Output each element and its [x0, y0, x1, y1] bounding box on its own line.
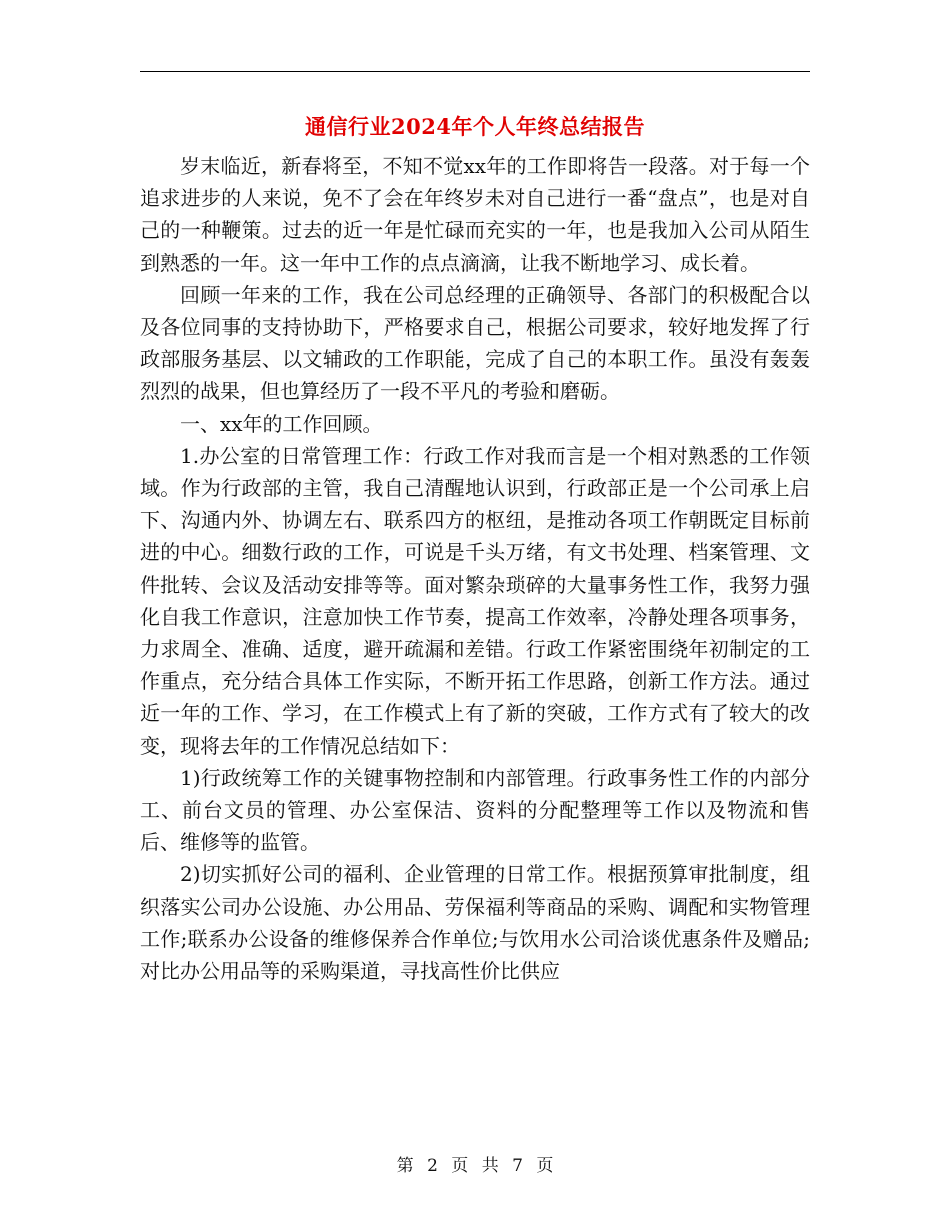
paragraph-3: 1.办公室的日常管理工作：行政工作对我而言是一个相对熟悉的工作领域。作为行政部的主管，我自己清醒地认识到，行政部正是一个公司承上启下、沟通内外、协调左右、联系四方的枢纽，是推动各项工作朝既定目标前进的中心。细数行政的工作，可说是千头万绪，有文书处理、档案管理、文件批转、会议及活动安排等等。面对繁杂琐碎的大量事务性工作，我努力强化自我工作意识，注意加快工作节奏，提高工作效率，冷静处理各项事务，力求周全、准确、适度，避开疏漏和差错。行政工作紧密围绕年初制定的工作重点，充分结合具体工作实际，不断开拓工作思路，创新工作方法。通过近一年的工作、学习，在工作模式上有了新的突破，工作方式有了较大的改变，现将去年的工作情况总结如下： [140, 443, 810, 758]
paragraph-5: 2)切实抓好公司的福利、企业管理的日常工作。根据预算审批制度，组织落实公司办公设施、办公用品、劳保福利等商品的采购、调配和实物管理工作;联系办公设备的维修保养合作单位;与饮用水公司洽谈优惠条件及赠品;对比办公用品等的采购渠道，寻找高性价比供应 [140, 862, 810, 984]
page-footer [140, 1154, 810, 1178]
document-body [140, 150, 810, 987]
footer-current-page: 2 [427, 1156, 438, 1176]
header-rule [140, 71, 810, 72]
footer-page-word: 页 [451, 1156, 469, 1176]
paragraph-1: 岁末临近，新春将至，不知不觉xx年的工作即将告一段落。对于每一个追求进步的人来说，免不了会在年终岁未对自己进行一番“盘点”，也是对自己的一种鞭策。过去的近一年是忙碌而充实的一年，也是我加入公司从陌生到熟悉的一年。这一年中工作的点点滴滴，让我不断地学习、成长着。 [140, 154, 810, 275]
footer-suffix: 页 [536, 1156, 554, 1176]
footer-total-pages: 7 [512, 1156, 523, 1176]
section-heading: 一、xx年的工作回顾。 [180, 411, 383, 436]
footer-total-prefix: 共 [481, 1156, 499, 1176]
document-title: 通信行业2024年个人年终总结报告 [305, 114, 645, 139]
footer-prefix: 第 [396, 1156, 414, 1176]
paragraph-4: 1)行政统筹工作的关键事物控制和内部管理。行政事务性工作的内部分工、前台文员的管理、办公室保洁、资料的分配整理等工作以及物流和售后、维修等的监管。 [140, 765, 810, 855]
paragraph-2: 回顾一年来的工作，我在公司总经理的正确领导、各部门的积极配合以及各位同事的支持协助下，严格要求自己，根据公司要求，较好地发挥了行政部服务基层、以文辅政的工作职能，完成了自己的本职工作。虽没有轰轰烈烈的战果，但也算经历了一段不平凡的考验和磨砺。 [140, 282, 810, 404]
